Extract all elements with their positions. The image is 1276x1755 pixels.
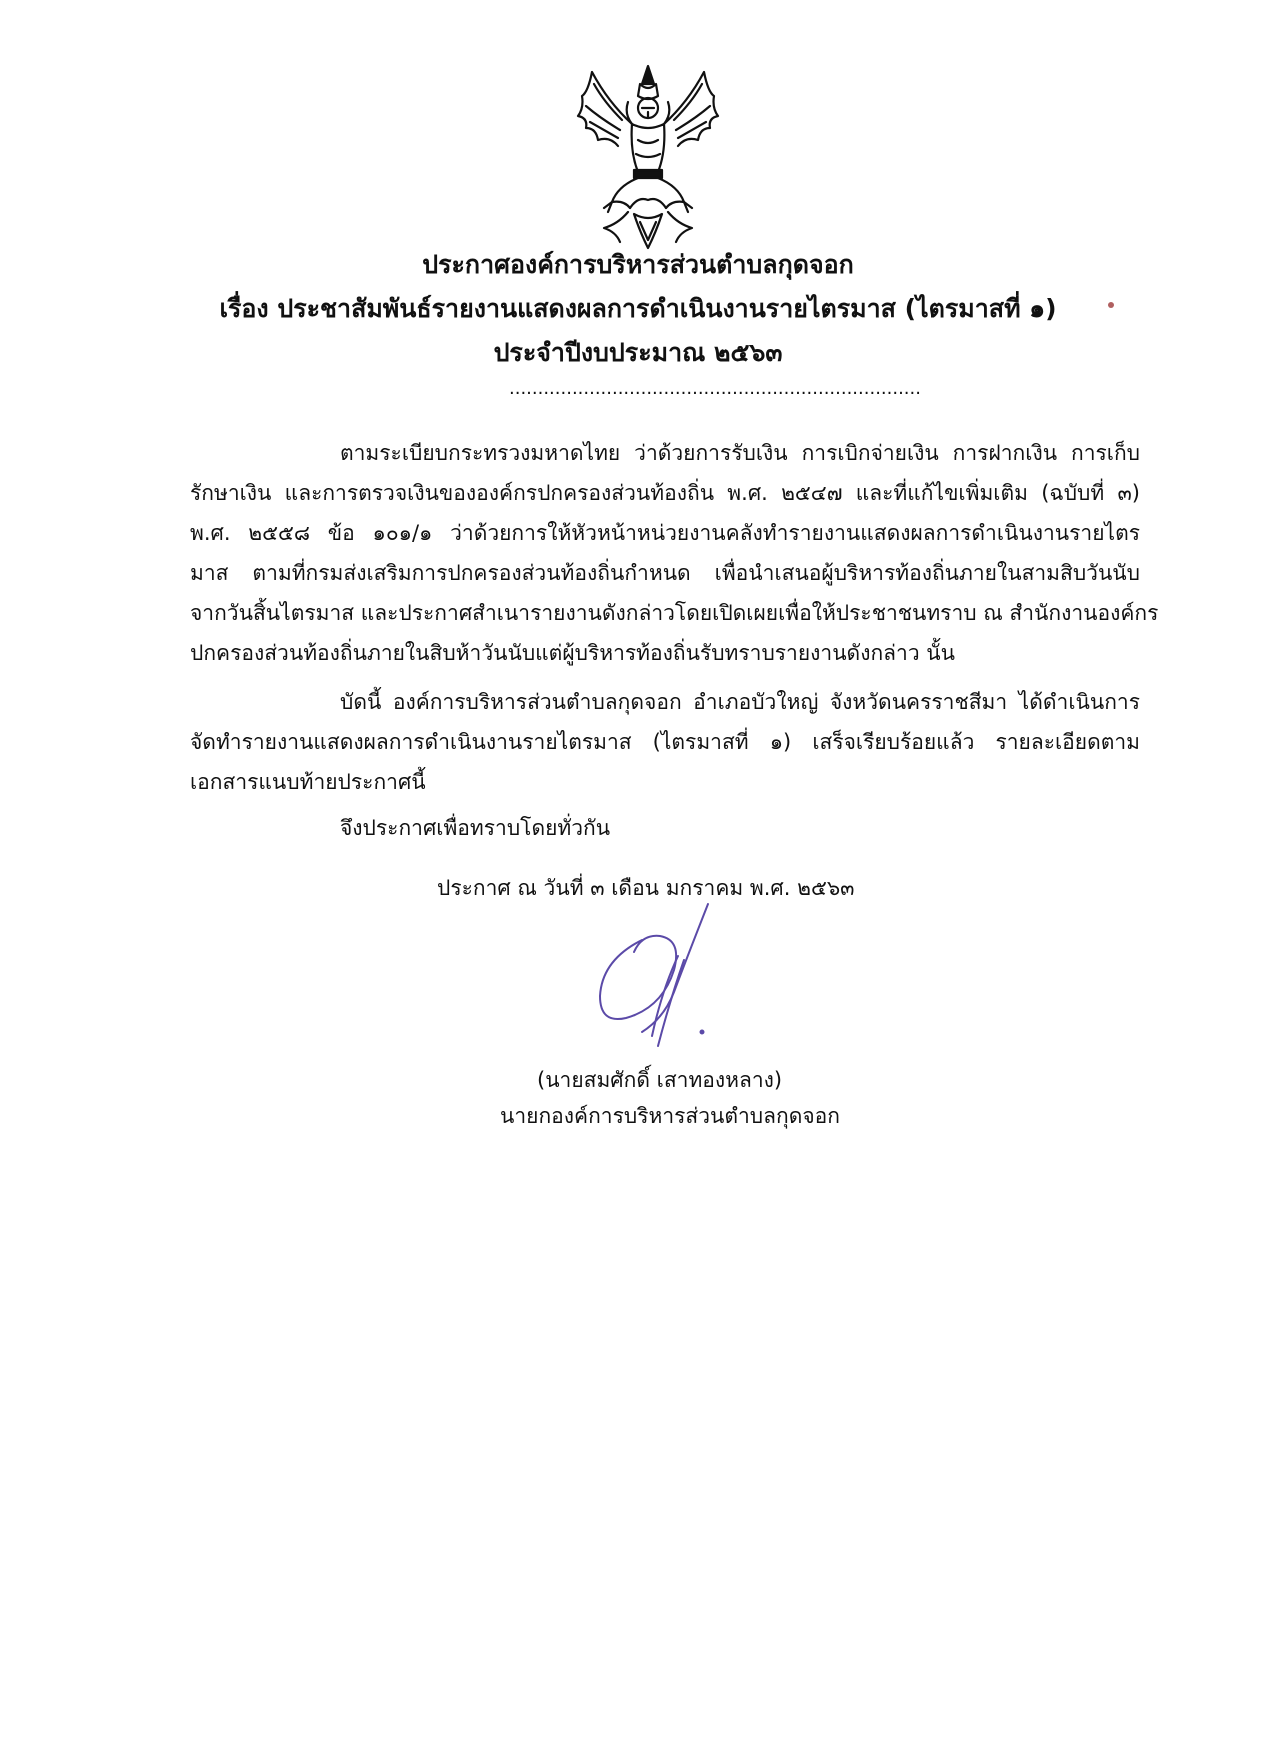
signer-title: นายกองค์การบริหารส่วนตำบลกุดจอก — [500, 1104, 840, 1128]
announcement-subject: เรื่อง ประชาสัมพันธ์รายงานแสดงผลการดำเนินงานรายไตรมาส (ไตรมาสที่ ๑) — [219, 294, 1057, 323]
paragraph-line: จากวันสิ้นไตรมาส และประกาศสำเนารายงานดังกล่าวโดยเปิดเผยเพื่อให้ประชาชนทราบ ณ สำนักงานองค์กร — [190, 601, 1159, 625]
fiscal-year: ประจำปีงบประมาณ ๒๕๖๓ — [493, 338, 783, 367]
paragraph-line: บัดนี้ องค์การบริหารส่วนตำบลกุดจอก อำเภอบัวใหญ่ จังหวัดนครราชสีมา ได้ดำเนินการ — [340, 690, 1140, 714]
announcement-date: ประกาศ ณ วันที่ ๓ เดือน มกราคม พ.ศ. ๒๕๖๓ — [437, 876, 855, 900]
dotted-divider: ........................................................................ — [509, 378, 921, 399]
signer-name: (นายสมศักดิ์ เสาทองหลาง) — [537, 1068, 783, 1092]
handwritten-signature-icon — [582, 900, 742, 1050]
closing-statement: จึงประกาศเพื่อทราบโดยทั่วกัน — [340, 816, 611, 840]
garuda-emblem-icon — [568, 62, 728, 252]
paragraph-line: ตามระเบียบกระทรวงมหาดไทย ว่าด้วยการรับเงิน การเบิกจ่ายเงิน การฝากเงิน การเก็บ — [340, 441, 1140, 465]
paragraph-line: เอกสารแนบท้ายประกาศนี้ — [190, 770, 426, 794]
paragraph-line: รักษาเงิน และการตรวจเงินขององค์กรปกครองส่วนท้องถิ่น พ.ศ. ๒๕๔๗ และที่แก้ไขเพิ่มเติม (ฉบับที่ ๓) — [190, 481, 1140, 505]
paragraph-line: จัดทำรายงานแสดงผลการดำเนินงานรายไตรมาส (ไตรมาสที่ ๑) เสร็จเรียบร้อยแล้ว รายละเอียดตาม — [190, 730, 1140, 754]
paragraph-line: ปกครองส่วนท้องถิ่นภายในสิบห้าวันนับแต่ผู้บริหารท้องถิ่นรับทราบรายงานดังกล่าว นั้น — [190, 641, 956, 665]
paragraph-regulation — [190, 433, 1159, 673]
announcement-title: ประกาศองค์การบริหารส่วนตำบลกุดจอก — [422, 250, 854, 279]
paragraph-announcement — [190, 682, 1140, 802]
ink-speck — [1108, 302, 1114, 308]
paragraph-line: พ.ศ. ๒๕๕๘ ข้อ ๑๐๑/๑ ว่าด้วยการให้หัวหน้าหน่วยงานคลังทำรายงานแสดงผลการดำเนินงานรายไตร — [190, 521, 1140, 545]
paragraph-line: มาส ตามที่กรมส่งเสริมการปกครองส่วนท้องถิ่นกำหนด เพื่อนำเสนอผู้บริหารท้องถิ่นภายในสามสิบวันนับ — [190, 561, 1140, 585]
